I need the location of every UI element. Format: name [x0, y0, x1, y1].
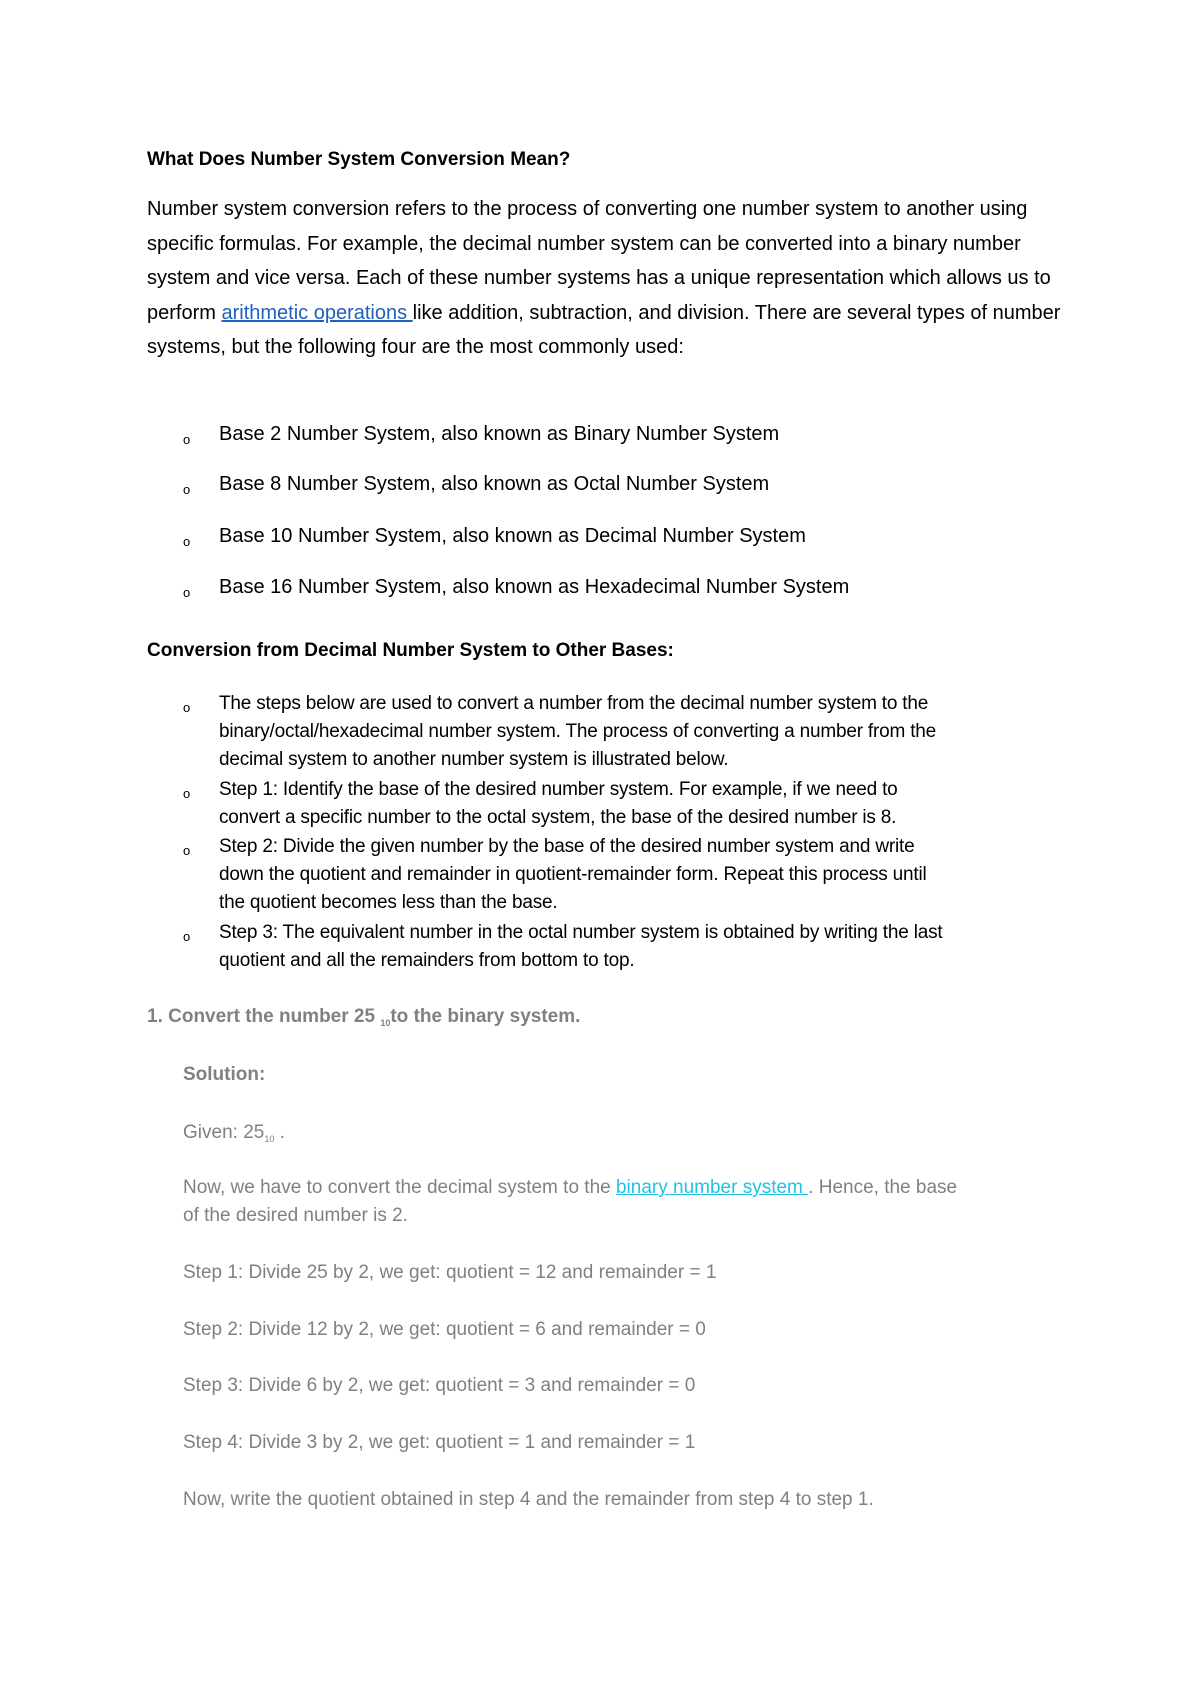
bullet-marker: o: [183, 482, 191, 497]
given-text: Given: 25: [183, 1122, 265, 1143]
list-item-base16: Base 16 Number System, also known as Hexadecimal Number System: [219, 576, 850, 598]
intro-text-end: like addition, subtraction, and division. There are several types of number systems, but the following four are the most commonly used:: [147, 301, 1061, 358]
bullet-marker: o: [183, 929, 191, 944]
solution-label-text: Solution:: [183, 1064, 266, 1085]
list-item-base2: Base 2 Number System, also known as Binary Number System: [219, 423, 780, 445]
intro-paragraph: [147, 192, 1062, 365]
step-1-line: convert a specific number to the octal system, the base of the desired number is 8.: [219, 807, 897, 828]
step-3-line: quotient and all the remainders from bottom to top.: [219, 950, 635, 971]
given-line: [183, 1119, 285, 1153]
example-step-1: Step 1: Divide 25 by 2, we get: quotient = 12 and remainder = 1: [183, 1262, 717, 1283]
conversion-note-line-2: of the desired number is 2.: [183, 1205, 408, 1226]
step-intro-line: The steps below are used to convert a number from the decimal number system to the: [219, 693, 929, 714]
example-step-3: Step 3: Divide 6 by 2, we get: quotient = 3 and remainder = 0: [183, 1375, 696, 1396]
example-title-end: to the binary system.: [390, 1006, 581, 1027]
solution-label: [183, 1061, 265, 1089]
heading-number-system-conversion: What Does Number System Conversion Mean?: [147, 149, 571, 170]
conversion-note-line: [183, 1174, 1063, 1202]
step-2-line: the quotient becomes less than the base.: [219, 892, 558, 913]
binary-number-system-link[interactable]: binary number system: [615, 1177, 809, 1198]
heading-decimal-to-other-bases: Conversion from Decimal Number System to Other Bases:: [147, 640, 674, 661]
bullet-marker: o: [183, 534, 191, 549]
bullet-marker: o: [183, 786, 191, 801]
given-subscript: 10: [264, 1134, 275, 1144]
given-end: .: [274, 1122, 285, 1143]
list-item-base8: Base 8 Number System, also known as Octal Number System: [219, 473, 770, 495]
arithmetic-operations-link[interactable]: arithmetic operations: [221, 301, 413, 324]
step-intro-line: binary/octal/hexadecimal number system. The process of converting a number from the: [219, 721, 937, 742]
conversion-note-start: Now, we have to convert the decimal system to the: [183, 1177, 616, 1198]
example-title: [147, 1006, 580, 1028]
step-intro: [219, 690, 1079, 774]
step-2-item: [219, 833, 1079, 917]
example-title-start: 1. Convert the number 25: [147, 1006, 381, 1027]
conversion-note: [183, 1174, 1063, 1230]
intro-text-start: Number system conversion refers to the process of converting one number system to another using specific formulas. For example, the decimal number system can be converted into a binary number system and vice versa. Each of these number systems has a unique representation which allows us to perform: [147, 198, 1051, 324]
step-2-line: Step 2: Divide the given number by the base of the desired number system and write: [219, 836, 915, 857]
bullet-marker: o: [183, 700, 191, 715]
step-intro-line: decimal system to another number system is illustrated below.: [219, 749, 729, 770]
step-1-item: [219, 776, 1079, 832]
step-3-line: Step 3: The equivalent number in the octal number system is obtained by writing the last: [219, 922, 943, 943]
conversion-note-end: . Hence, the base: [808, 1177, 958, 1198]
example-final-note: Now, write the quotient obtained in step 4 and the remainder from step 4 to step 1.: [183, 1489, 874, 1510]
step-1-line: Step 1: Identify the base of the desired number system. For example, if we need to: [219, 779, 898, 800]
step-2-line: down the quotient and remainder in quotient-remainder form. Repeat this process until: [219, 864, 927, 885]
example-title-subscript: 10: [380, 1018, 391, 1028]
list-item-base10: Base 10 Number System, also known as Decimal Number System: [219, 525, 806, 547]
bullet-marker: o: [183, 585, 191, 600]
bullet-marker: o: [183, 432, 191, 447]
bullet-marker: o: [183, 843, 191, 858]
step-3-item: [219, 919, 1079, 975]
example-step-2: Step 2: Divide 12 by 2, we get: quotient = 6 and remainder = 0: [183, 1319, 706, 1340]
example-step-4: Step 4: Divide 3 by 2, we get: quotient = 1 and remainder = 1: [183, 1432, 696, 1453]
